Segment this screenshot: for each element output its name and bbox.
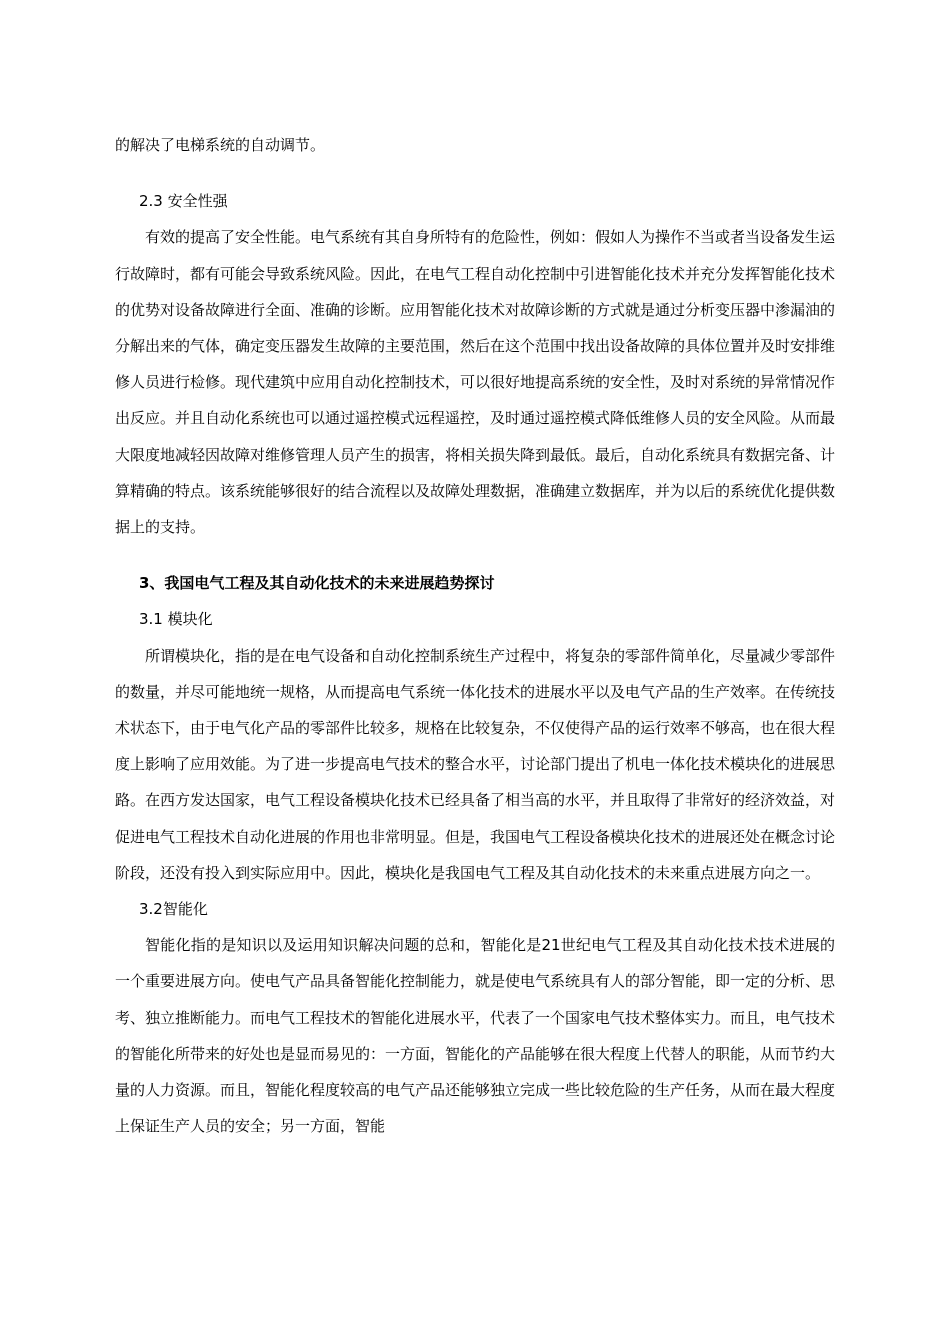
section-heading-3-1: 3.1 模块化 (139, 610, 213, 629)
paragraph-intelligence: 智能化指的是知识以及运用知识解决问题的总和，智能化是21世纪电气工程及其自动化技术技术进展的一个重要进展方向。使电气产品具备智能化控制能力，就是使电气系统具有人的部分智能，即一定的分析、思考、独立推断能力。而电气工程技术的智能化进展水平，代表了一个国家电气技术整体实力。而且，电气技术的智能化所带来的好处也是显而易见的：一方面，智能化的产品能够在很大程度上代替人的职能，从而节约大量的人力资源。而且，智能化程度较高的电气产品还能够独立完成一些比较危险的生产任务，从而在最大程度上保证生产人员的安全；另一方面，智能 (115, 936, 836, 1136)
paragraph-safety: 有效的提高了安全性能。电气系统有其自身所特有的危险性，例如：假如人为操作不当或者当设备发生运行故障时，都有可能会导致系统风险。因此，在电气工程自动化控制中引进智能化技术并充分发挥智能化技术的优势对设备故障进行全面、准确的诊断。应用智能化技术对故障诊断的方式就是通过分析变压器中渗漏油的分解出来的气体，确定变压器发生故障的主要范围，然后在这个范围中找出设备故障的具体位置并及时安排维修人员进行检修。现代建筑中应用自动化控制技术，可以很好地提高系统的安全性，及时对系统的异常情况作出反应。并且自动化系统也可以通过遥控模式远程遥控，及时通过遥控模式降低维修人员的安全风险。从而最大限度地减轻因故障对维修管理人员产生的损害，将相关损失降到最低。最后，自动化系统具有数据完备、计算精确的特点。该系统能够很好的结合流程以及故障处理数据，准确建立数据库，并为以后的系统优化提供数据上的支持。 (115, 228, 836, 537)
section-heading-2-3: 2.3 安全性强 (139, 192, 228, 211)
spacer (115, 545, 835, 565)
chapter-heading-3: 3、我国电气工程及其自动化技术的未来进展趋势探讨 (139, 574, 495, 593)
document-body (115, 127, 835, 1144)
paragraph-continuation: 的解决了电梯系统的自动调节。 (115, 136, 326, 154)
paragraph-modularization: 所谓模块化，指的是在电气设备和自动化控制系统生产过程中，将复杂的零部件简单化，尽量减少零部件的数量，并尽可能地统一规格，从而提高电气系统一体化技术的进展水平以及电气产品的生产效率。在传统技术状态下，由于电气化产品的零部件比较多，规格在比较复杂，不仅使得产品的运行效率不够高，也在很大程度上影响了应用效能。为了进一步提高电气技术的整合水平，讨论部门提出了机电一体化技术模块化的进展思路。在西方发达国家，电气工程设备模块化技术已经具备了相当高的水平，并且取得了非常好的经济效益，对促进电气工程技术自动化进展的作用也非常明显。但是，我国电气工程设备模块化技术的进展还处在概念讨论阶段，还没有投入到实际应用中。因此，模块化是我国电气工程及其自动化技术的未来重点进展方向之一。 (115, 646, 836, 882)
section-heading-3-2: 3.2智能化 (139, 900, 208, 919)
spacer (115, 163, 835, 183)
